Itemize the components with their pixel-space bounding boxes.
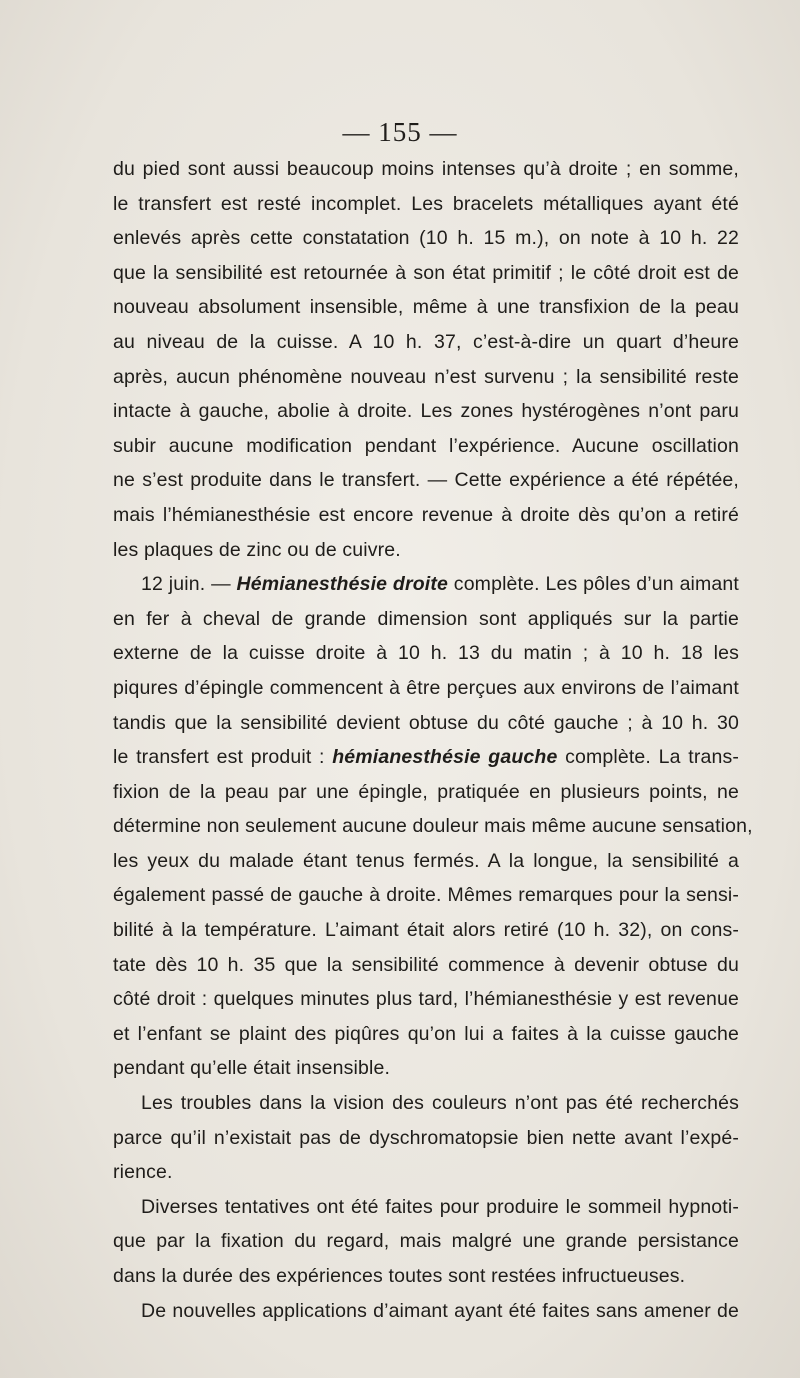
text-line: mais l’hémianesthésie est encore revenue à droite dès qu’on a retiré xyxy=(113,503,739,526)
text-line: bilité à la température. L’aimant était alors retiré (10 h. 32), on cons- xyxy=(113,919,739,942)
text-line: Diverses tentatives ont été faites pour produire le sommeil hypnoti- xyxy=(141,1195,739,1218)
text-line: côté droit : quelques minutes plus tard, l’hémianesthésie y est revenue xyxy=(113,988,739,1011)
text-line: après, aucun phénomène nouveau n’est survenu ; la sensibilité reste xyxy=(113,365,739,388)
italic-phrase: Hémianesthésie droite xyxy=(236,573,448,596)
text-line: Les troubles dans la vision des couleurs n’ont pas été recherchés xyxy=(141,1092,739,1115)
text-line: tandis que la sensibilité devient obtuse du côté gauche ; à 10 h. 30 xyxy=(113,711,739,734)
text-segment: complète. La trans- xyxy=(557,746,739,769)
text-line: que par la fixation du regard, mais malgré une grande persistance xyxy=(113,1230,739,1253)
text-line: et l’enfant se plaint des piqûres qu’on lui a faites à la cuisse gauche xyxy=(113,1022,739,1045)
text-line: également passé de gauche à droite. Mêmes remarques pour la sensi- xyxy=(113,884,739,907)
text-line: les yeux du malade étant tenus fermés. A la longue, la sensibilité a xyxy=(113,849,739,872)
text-line: au niveau de la cuisse. A 10 h. 37, c’est-à-dire un quart d’heure xyxy=(113,330,739,353)
text-line: fixion de la peau par une épingle, pratiquée en plusieurs points, ne xyxy=(113,780,739,803)
text-line: en fer à cheval de grande dimension sont appliqués sur la partie xyxy=(113,607,739,630)
text-line: pendant qu’elle était insensible. xyxy=(113,1057,391,1080)
text-line: que la sensibilité est retournée à son état primitif ; le côté droit est de xyxy=(113,261,739,284)
text-line: rience. xyxy=(113,1161,173,1184)
text-line xyxy=(113,567,739,602)
text-line: piqures d’épingle commencent à être perçues aux environs de l’aimant xyxy=(113,676,739,699)
text-line: le transfert est resté incomplet. Les bracelets métalliques ayant été xyxy=(113,192,739,215)
italic-phrase: hémianesthésie gauche xyxy=(332,746,558,769)
text-line: nouveau absolument insensible, même à une transfixion de la peau xyxy=(113,296,739,319)
text-line: De nouvelles applications d’aimant ayant été faites sans amener de xyxy=(141,1299,739,1322)
text-line: tate dès 10 h. 35 que la sensibilité commence à devenir obtuse du xyxy=(113,953,739,976)
body-text xyxy=(113,152,753,1328)
text-line: détermine non seulement aucune douleur mais même aucune sensation, xyxy=(113,815,753,838)
text-line: intacte à gauche, abolie à droite. Les zones hystérogènes n’ont paru xyxy=(113,400,739,423)
text-segment: le transfert est produit : xyxy=(113,746,333,769)
text-line: du pied sont aussi beaucoup moins intenses qu’à droite ; en somme, xyxy=(113,158,739,180)
text-line: dans la durée des expériences toutes sont restées infructueuses. xyxy=(113,1265,686,1287)
text-line: les plaques de zinc ou de cuivre. xyxy=(113,538,401,561)
text-line: subir aucune modification pendant l’expérience. Aucune oscillation xyxy=(113,434,739,457)
page-number: — 155 — xyxy=(342,117,458,147)
text-segment: complète. Les pôles d’un aimant xyxy=(448,573,739,596)
text-line: enlevés après cette constatation (10 h. 15 m.), on note à 10 h. 22 xyxy=(113,227,739,250)
text-line: parce qu’il n’existait pas de dyschromatopsie bien nette avant l’expé- xyxy=(113,1126,739,1149)
text-line: ne s’est produite dans le transfert. — Cette expérience a été répétée, xyxy=(113,469,739,492)
text-segment: 12 juin. — xyxy=(141,573,237,596)
text-line: externe de la cuisse droite à 10 h. 13 du matin ; à 10 h. 18 les xyxy=(113,642,739,665)
text-line xyxy=(113,740,739,775)
